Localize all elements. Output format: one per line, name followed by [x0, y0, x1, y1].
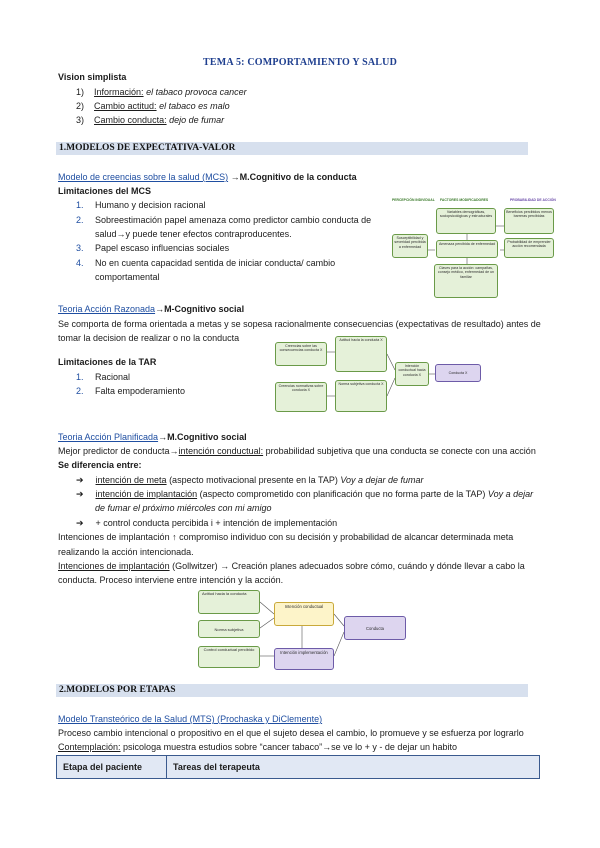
list-item-text: Sobreestimación papel amenaza como predictor cambio conducta de	[95, 215, 372, 225]
vision-item	[76, 100, 230, 112]
mcs-heading	[58, 171, 357, 183]
bullet-item	[76, 517, 337, 529]
paragraph-line: realizando la acción intencionada.	[58, 547, 194, 557]
table-header-cell: Tareas del terapeuta	[173, 762, 260, 772]
diagram-box: Actitud hacia la conducta X	[335, 336, 387, 372]
list-item	[76, 257, 84, 269]
text-run: Voy a dejar de fumar	[340, 475, 424, 485]
item-text: el tabaco provoca cancer	[143, 87, 247, 97]
list-item	[76, 385, 84, 397]
item-label: Cambio conducta:	[94, 115, 167, 125]
text-run: probabilidad subjetiva que una conducta se conecte con una acción	[263, 446, 536, 456]
section-heading-2: 2.MODELOS POR ETAPAS	[56, 684, 528, 697]
paragraph-line: Intenciones de implantación ↑ compromiso individuo con su decisión y probabilidad de alcancar determinada meta	[58, 532, 514, 542]
tap-subtitle: →M.Cognitivo social	[158, 432, 247, 442]
diagram-box: Creencias normativas sobre conducta X	[275, 382, 327, 412]
list-item	[76, 199, 84, 211]
item-number: 1.	[76, 200, 84, 210]
diagram-box: Conducta	[344, 616, 406, 640]
item-number: 3.	[76, 243, 84, 253]
arrow-icon: ➔	[76, 489, 84, 499]
diagram-box: Intención implementación	[274, 648, 334, 670]
paragraph-line	[58, 741, 457, 753]
text-run: Mejor predictor de conducta→	[58, 446, 179, 456]
mcs-link[interactable]: Modelo de creencias sobre la salud (MCS)	[58, 172, 229, 182]
mcs-diagram	[392, 198, 554, 304]
diagram-box: Probabilidad de emprender acción recomendada	[504, 238, 554, 258]
item-number: 1)	[76, 87, 85, 97]
arrow-icon: ➔	[76, 518, 84, 528]
list-item-text: Humano y decision racional	[95, 200, 206, 210]
item-label: Información:	[94, 87, 144, 97]
list-item-text: Racional	[95, 372, 131, 382]
item-number: 1.	[76, 372, 84, 382]
diagram-box: Variables demográficas, sociopsicológicas y estructurales	[436, 208, 496, 234]
item-text: el tabaco es malo	[156, 101, 230, 111]
paragraph-line: tomar la decision de realizar o no la conducta	[58, 333, 240, 343]
diagram-box: Claves para la acción: campañas, consejo médico, enfermedad de un familiar	[434, 264, 498, 298]
arrow-icon: ➔	[76, 475, 84, 485]
diagram-box: Beneficios percibidos menos barreras percibidas	[504, 208, 554, 234]
vision-heading: Vision simplista	[58, 72, 127, 82]
tar-subtitle: →M-Cognitivo social	[155, 304, 245, 314]
tap-diff-heading: Se diferencia entre:	[58, 460, 142, 470]
paragraph-line: Se comporta de forma orientada a metas y se sopesa racionalmente consecuencias (expectativas de resultado) antes de	[58, 319, 541, 329]
diagram-box: Creencias sobre las consecuencias conducta X	[275, 342, 327, 366]
bullet-continuation: de fumar el próximo miércoles con mi amigo	[95, 503, 272, 513]
item-number: 2)	[76, 101, 85, 111]
diagram-box: Amenaza percibida de enfermedad	[436, 240, 498, 258]
list-item-text: Papel escaso influencias sociales	[95, 243, 230, 253]
mcs-limits-heading: Limitaciones del MCS	[58, 186, 152, 196]
table-header-cell: Etapa del paciente	[57, 756, 167, 778]
stages-table-header	[56, 755, 540, 779]
diagram-box: Conducta X	[435, 364, 481, 382]
item-text: dejo de fumar	[166, 115, 225, 125]
section-heading-1: 1.MODELOS DE EXPECTATIVA-VALOR	[56, 142, 528, 155]
vision-item	[76, 114, 224, 126]
diagram-header: FACTORES MODIFICADORES	[440, 198, 489, 202]
diagram-box: Susceptibilidad y severidad percibida a enfermedad	[392, 234, 428, 258]
mcs-subtitle: →M.Cognitivo de la conducta	[228, 172, 357, 182]
tar-diagram	[275, 336, 485, 414]
text-run: (aspecto motivacional presente en la TAP)	[166, 475, 341, 485]
item-number: 2.	[76, 215, 84, 225]
text-run: + control conducta percibida i + intención de implementación	[95, 518, 338, 528]
text-run: Intenciones de implantación	[58, 561, 170, 571]
text-run: intención de implantación	[95, 489, 198, 499]
list-item-text: salud→y puede tener efectos contraproducentes.	[95, 229, 292, 239]
paragraph-line	[58, 445, 536, 457]
diagram-box: Intención conductual	[274, 602, 334, 626]
item-number: 3)	[76, 115, 85, 125]
diagram-box: Norma subjetiva conducta X	[335, 380, 387, 412]
tar-limits-heading: Limitaciones de la TAR	[58, 357, 157, 367]
list-item-text: No en cuenta capacidad sentida de iniciar conducta/ cambio	[95, 258, 336, 268]
text-run: Contemplación:	[58, 742, 121, 752]
text-run: (Gollwitzer) → Creación planes adecuados sobre cómo, cuándo y dónde llevar a cabo la	[169, 561, 525, 571]
page-title: TEMA 5: COMPORTAMIENTO Y SALUD	[203, 57, 397, 68]
paragraph-line: conducta. Proceso interviene entre intención y la acción.	[58, 575, 284, 585]
diagram-box: Actitud hacia la conducta	[198, 590, 260, 614]
item-label: Cambio actitud:	[94, 101, 157, 111]
diagram-box: Norma subjetiva	[198, 620, 260, 638]
list-item-text: comportamental	[95, 272, 160, 282]
tar-heading	[58, 303, 244, 315]
bullet-item	[76, 488, 533, 500]
bullet-item	[76, 474, 424, 486]
text-run: Voy a dejar	[487, 489, 534, 499]
paragraph-line	[58, 560, 525, 572]
text-run: psicologa muestra estudios sobre “cancer tabaco”→se ve lo + y - de dejar un habito	[120, 742, 457, 752]
diagram-box: Intención conductual hacia conducta X	[395, 362, 429, 386]
text-run: (aspecto comprometido con planificación que no forma parte de la TAP)	[197, 489, 488, 499]
item-number: 2.	[76, 386, 84, 396]
text-run: intención conductual:	[178, 446, 264, 456]
list-item	[76, 242, 84, 254]
paragraph-line: Proceso cambio intencional o propositivo en el que el sujeto desea el cambio, lo promueve y se esfuerza por lograrlo	[58, 728, 524, 738]
text-run: intención de meta	[95, 475, 167, 485]
tap-link[interactable]: Teoria Acción Planificada	[58, 432, 159, 442]
tap-heading	[58, 431, 247, 443]
diagram-header: PERCEPCIÓN INDIVIDUAL	[392, 198, 435, 202]
mts-heading	[58, 713, 322, 725]
list-item	[76, 214, 84, 226]
tar-link[interactable]: Teoria Acción Razonada	[58, 304, 156, 314]
tap-diagram	[198, 590, 408, 672]
list-item	[76, 371, 84, 383]
vision-item	[76, 86, 247, 98]
item-number: 4.	[76, 258, 84, 268]
diagram-header: PROBABILIDAD DE ACCIÓN	[510, 198, 556, 202]
mts-link[interactable]: Modelo Transteórico de la Salud (MTS) (Prochaska y DiClemente)	[58, 714, 323, 724]
list-item-text: Falta empoderamiento	[95, 386, 186, 396]
diagram-box: Control conductual percibido	[198, 646, 260, 668]
